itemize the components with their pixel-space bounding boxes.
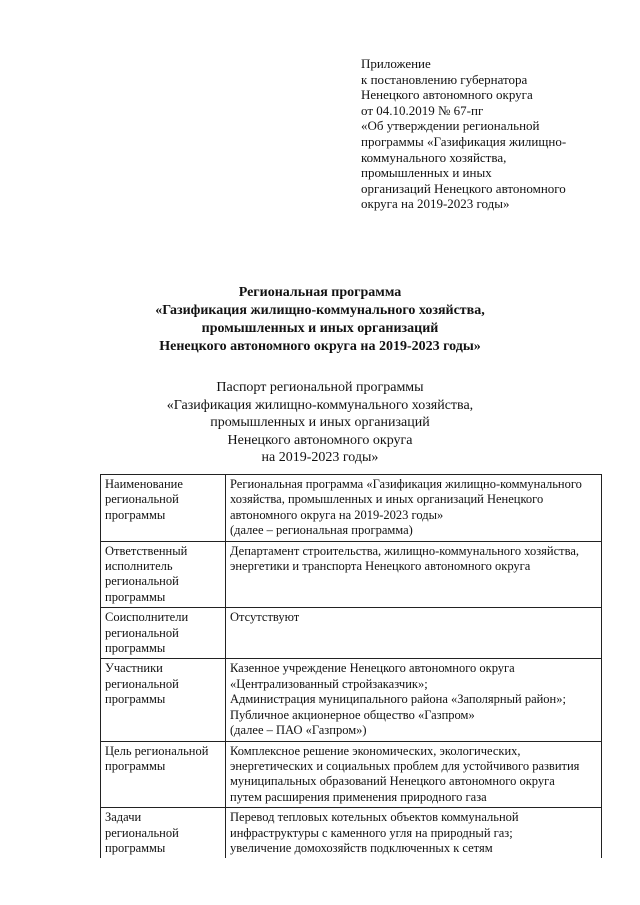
passport-title-line: Паспорт региональной программы xyxy=(216,380,424,395)
row-label-cell xyxy=(101,659,226,741)
row-value-line: Администрация муниципального района «Заполярный район»; xyxy=(230,692,566,707)
row-label-line: Наименование xyxy=(105,477,183,491)
program-title-line: промышленных и иных организаций xyxy=(201,321,439,336)
row-label-line: региональной xyxy=(105,676,179,691)
row-label-line: Цель региональной xyxy=(105,743,209,758)
row-value-line: (далее – ПАО «Газпром») xyxy=(230,723,367,738)
passport-title-line: промышленных и иных организаций xyxy=(210,415,430,430)
row-value-line: энергетики и транспорта Ненецкого автономного округа xyxy=(230,559,531,574)
row-value-line: Публичное акционерное общество «Газпром» xyxy=(230,707,475,722)
row-label-line: программы xyxy=(105,641,166,656)
row-label-cell xyxy=(101,475,226,542)
passport-title xyxy=(0,379,640,467)
row-label-cell xyxy=(101,741,226,808)
row-value-cell xyxy=(226,808,602,859)
appendix-line: программы «Газификация жилищно- xyxy=(361,133,567,149)
appendix-line: организаций Ненецкого автономного xyxy=(361,180,566,196)
passport-title-line: Ненецкого автономного округа xyxy=(227,432,413,448)
row-value-cell xyxy=(226,608,602,659)
row-value-cell xyxy=(226,475,602,542)
row-value-cell xyxy=(226,741,602,808)
row-label-line: программы xyxy=(105,840,166,855)
table-row xyxy=(101,741,602,808)
row-label-line: региональной xyxy=(105,492,179,507)
row-label-line: Соисполнители xyxy=(105,610,189,625)
passport-title-line: «Газификация жилищно-коммунального хозяйства, xyxy=(166,397,474,413)
row-label-line: программы xyxy=(105,758,166,773)
row-label-cell xyxy=(101,808,226,859)
row-value-cell xyxy=(226,541,602,608)
row-label-line: программы xyxy=(105,507,166,522)
passport-table xyxy=(100,474,602,858)
appendix-line: к постановлению губернатора xyxy=(361,71,528,87)
passport-title-line: на 2019-2023 годы» xyxy=(261,450,379,465)
row-value-line: Перевод тепловых котельных объектов коммунальной xyxy=(230,810,519,825)
row-value-line: инфраструктуры с каменного угля на природный газ; xyxy=(230,825,513,840)
appendix-line: «Об утверждении региональной xyxy=(361,118,540,134)
row-label-line: программы xyxy=(105,589,166,604)
appendix-line: промышленных и иных xyxy=(361,165,492,181)
row-value-line: хозяйства, промышленных и иных организаций Ненецкого xyxy=(230,492,544,507)
appendix-block xyxy=(361,56,631,212)
row-label-line: Задачи xyxy=(105,810,142,825)
row-value-line: энергетических и социальных проблем для устойчивого развития xyxy=(230,758,580,773)
row-label-line: исполнитель xyxy=(105,559,173,574)
row-value-line: Отсутствуют xyxy=(230,610,300,625)
row-value-line: Региональная программа «Газификация жилищно-коммунального xyxy=(230,477,582,491)
row-value-cell xyxy=(226,659,602,741)
appendix-line: Приложение xyxy=(361,56,431,71)
row-value-line: «Централизованный стройзаказчик»; xyxy=(230,676,428,691)
row-value-line: путем расширения применения природного газа xyxy=(230,789,487,804)
program-title-line: Региональная программа xyxy=(238,285,402,300)
row-label-line: региональной xyxy=(105,574,179,589)
table-row xyxy=(101,608,602,659)
row-value-line: автономного округа на 2019-2023 годы» xyxy=(230,507,444,522)
row-label-line: Ответственный xyxy=(105,543,188,558)
row-value-line: Казенное учреждение Ненецкого автономного округа xyxy=(230,661,515,676)
table-row xyxy=(101,475,602,542)
row-value-line: муниципальных образований Ненецкого автономного округа xyxy=(230,774,555,789)
row-label-cell xyxy=(101,541,226,608)
program-title xyxy=(0,284,640,356)
table-row xyxy=(101,541,602,608)
row-label-line: региональной xyxy=(105,825,179,840)
row-value-line: увеличение домохозяйств подключенных к сетям xyxy=(230,840,493,855)
row-label-line: программы xyxy=(105,692,166,707)
table-row xyxy=(101,659,602,741)
row-value-line: Комплексное решение экономических, экологических, xyxy=(230,743,521,758)
row-value-line: Департамент строительства, жилищно-коммунального хозяйства, xyxy=(230,543,580,558)
row-label-line: Участники xyxy=(105,661,163,676)
row-value-line: (далее – региональная программа) xyxy=(230,523,413,538)
table-row xyxy=(101,808,602,859)
appendix-line: от 04.10.2019 № 67-пг xyxy=(361,102,484,118)
row-label-line: региональной xyxy=(105,625,179,640)
program-title-line: «Газификация жилищно-коммунального хозяйства, xyxy=(155,303,485,318)
appendix-line: Ненецкого автономного округа xyxy=(361,87,533,103)
appendix-line: коммунального хозяйства, xyxy=(361,149,507,165)
row-label-cell xyxy=(101,608,226,659)
program-title-line: Ненецкого автономного округа на 2019-2023 годы» xyxy=(159,339,481,354)
appendix-line: округа на 2019-2023 годы» xyxy=(361,196,510,212)
